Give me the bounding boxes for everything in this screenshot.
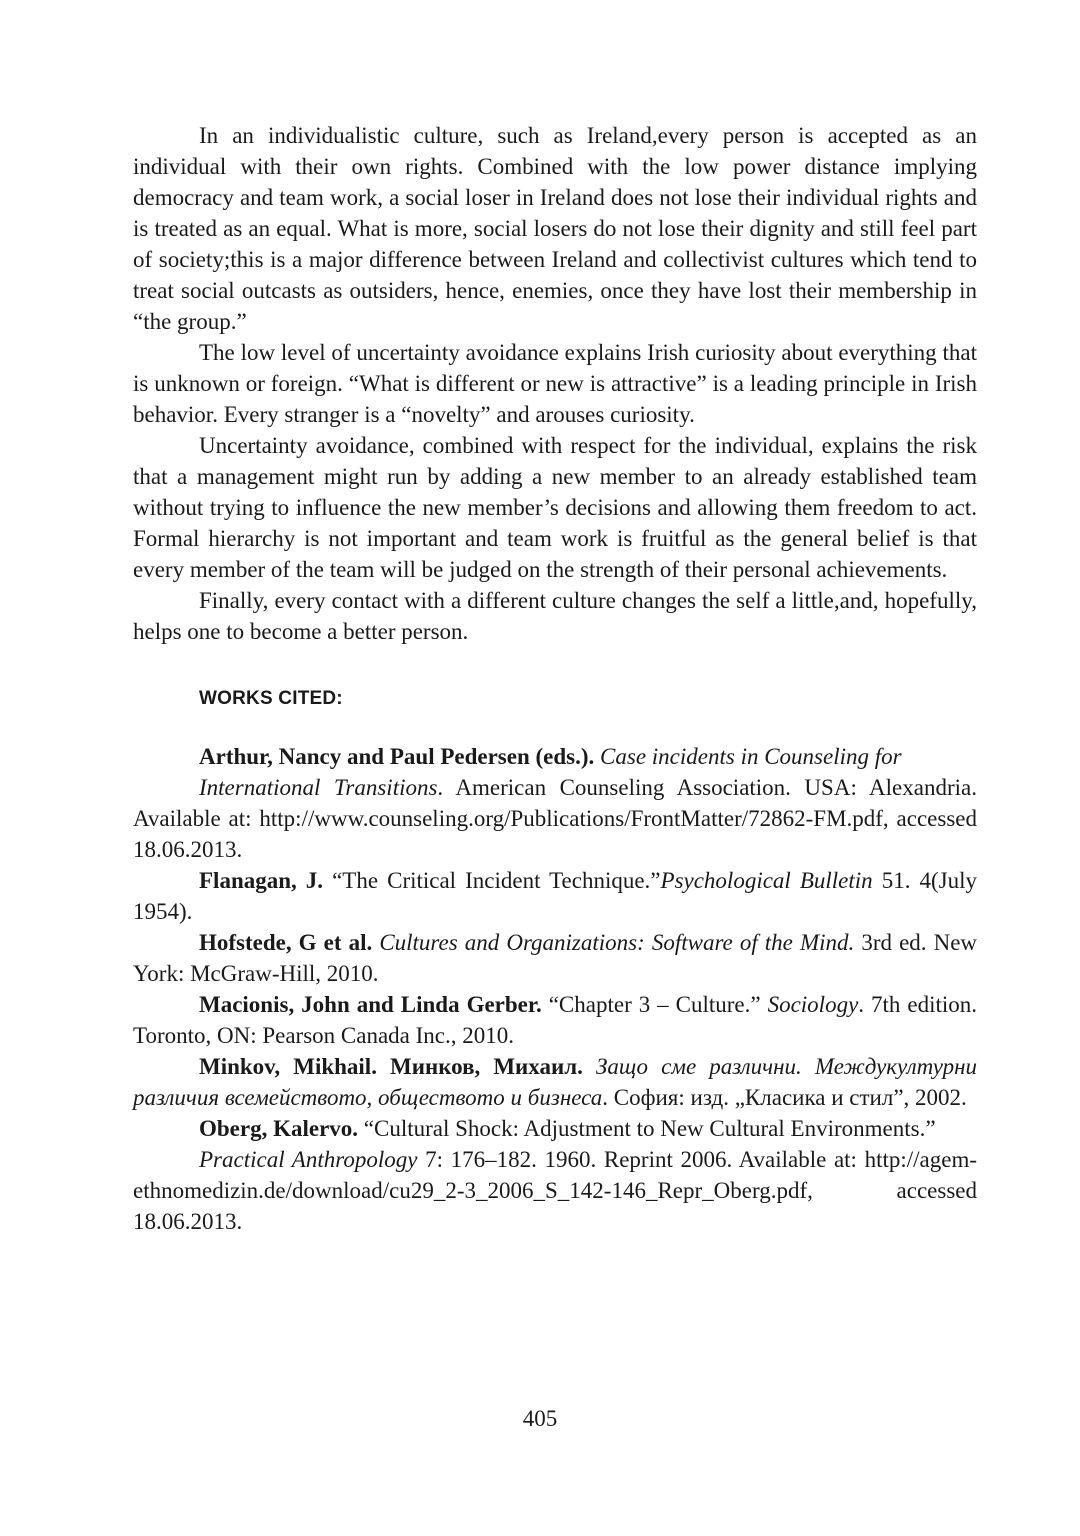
reference-article: “Chapter 3 – Culture.”	[541, 992, 768, 1017]
reference-article: “Cultural Shock: Adjustment to New Cultural Environments.”	[358, 1116, 936, 1141]
page-content	[133, 120, 977, 1237]
reference-title: Cultures and Organizations: Software of the Mind.	[379, 930, 855, 955]
reference-details: . 7th edition. Toronto, ON: Pearson Canada Inc., 2010.	[133, 992, 977, 1048]
reference-details: . София: изд. „Класика и стил”, 2002.	[602, 1085, 967, 1110]
reference-author: Macionis, John and Linda Gerber.	[199, 992, 542, 1017]
body-paragraph-4: Finally, every contact with a different culture changes the self a little,and, hopefully, helps one to become a better person.	[133, 588, 977, 644]
works-cited-heading: WORKS CITED:	[199, 688, 343, 709]
reference-title: Psychological Bulletin	[660, 868, 873, 893]
reference-author: Oberg, Kalervo.	[199, 1116, 359, 1141]
reference-title: Защо сме различни. Междукултурни различия всемейството, обществото и бизнеса	[133, 1054, 978, 1110]
references-list	[133, 741, 977, 1237]
reference-title: Case incidents in Counseling for	[600, 744, 902, 769]
reference-arthur	[133, 741, 977, 772]
reference-minkov	[133, 1051, 977, 1113]
reference-oberg	[133, 1113, 977, 1144]
body-paragraph-1: In an individualistic culture, such as Ireland,every person is accepted as an individual with their own rights. Combined with the low power distance implying democracy and team work, a social loser in Ireland does not lose their individual rights and is treated as an equal. What is more, social losers do not lose their dignity and still feel part of society;this is a major difference between Ireland and collectivist cultures which tend to treat social outcasts as outsiders, hence, enemies, once they have lost their membership in “the group.”	[133, 123, 977, 334]
reference-author: Arthur, Nancy and Paul Pedersen (eds.).	[199, 744, 595, 769]
page-number: 405	[522, 1406, 558, 1431]
reference-author: Hofstede, G et al.	[199, 930, 373, 955]
reference-oberg-continued	[133, 1144, 977, 1237]
reference-details: 51. 4(July 1954).	[133, 868, 977, 924]
reference-title-continued: International Transitions	[199, 775, 438, 800]
reference-title: Sociology	[767, 992, 859, 1017]
body-paragraph-3: Uncertainty avoidance, combined with respect for the individual, explains the risk that a management might run by adding a new member to an already established team without trying to influence the new member’s decisions and allowing them freedom to act. Formal hierarchy is not important and team work is fruitful as the general belief is that every member of the team will be judged on the strength of their personal achievements.	[133, 433, 977, 582]
reference-hofstede	[133, 927, 977, 989]
reference-macionis	[133, 989, 977, 1051]
reference-arthur-continued	[133, 772, 977, 865]
reference-details: 3rd ed. New York: McGraw-Hill, 2010.	[133, 930, 978, 986]
body-paragraph-2: The low level of uncertainty avoidance explains Irish curiosity about everything that is unknown or foreign. “What is different or new is attractive” is a leading principle in Irish behavior. Every stranger is a “novelty” and arouses curiosity.	[133, 340, 977, 427]
reference-author: Minkov, Mikhail. Минков, Михаил.	[199, 1054, 583, 1079]
reference-details: 7: 176–182. 1960. Reprint 2006. Available at: http://agem-ethnomedizin.de/download/cu29_2-3_2006_S_142-146_Repr_Oberg.pdf, accessed 18.06.2013.	[133, 1147, 978, 1234]
reference-details: . American Counseling Association. USA: Alexandria. Available at: http://www.counseling.org/Publications/FrontMatter/72862-FM.pdf, accessed 18.06.2013.	[133, 775, 977, 862]
reference-article: “The Critical Incident Technique.”	[323, 868, 661, 893]
reference-title: Practical Anthropology	[199, 1147, 418, 1172]
reference-flanagan	[133, 865, 977, 927]
reference-author: Flanagan, J.	[199, 868, 324, 893]
